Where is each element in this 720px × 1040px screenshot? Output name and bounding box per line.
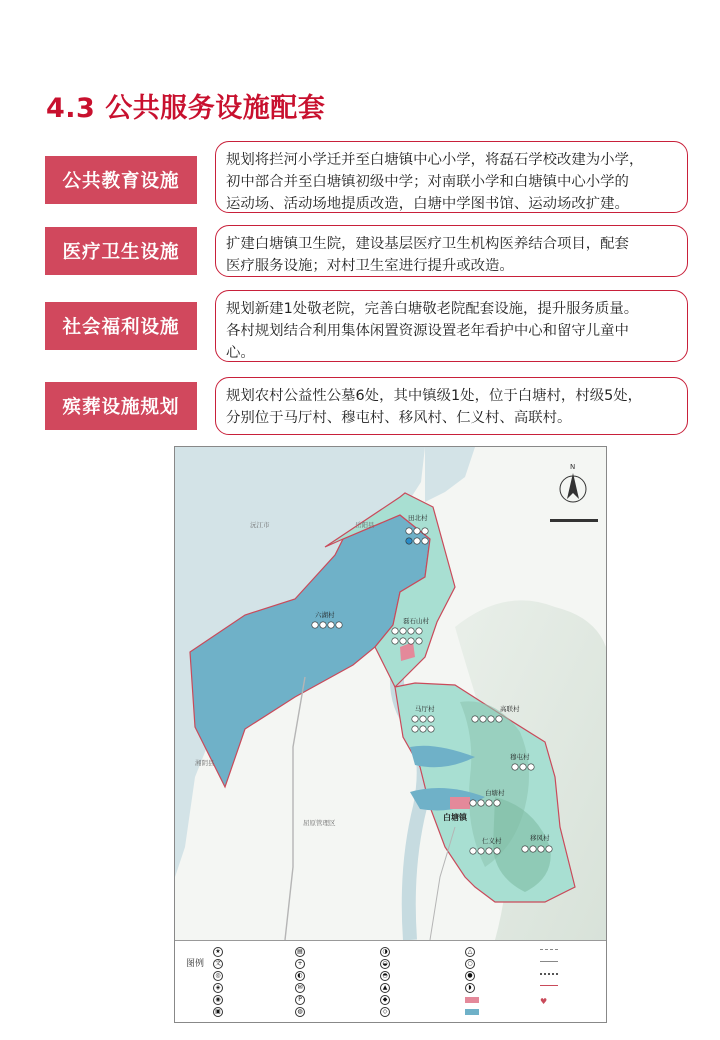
row-welfare bbox=[45, 290, 688, 362]
legend-title: 图例 bbox=[185, 959, 204, 969]
text-welfare bbox=[215, 290, 688, 362]
text-line: 规划将拦河小学迁并至白塘镇中心小学，将磊石学校改建为小学， bbox=[226, 152, 644, 168]
north-label: N bbox=[570, 463, 576, 471]
text-line: 医疗服务设施；对村卫生室进行提升或改造。 bbox=[226, 258, 514, 274]
legend-cemetery-icon: ▲ bbox=[380, 983, 390, 993]
place-yueyang: 岳阳县 bbox=[355, 521, 375, 529]
place-baitang-town: 白塘镇 bbox=[443, 813, 467, 822]
legend-fire-icon: ◗ bbox=[465, 983, 475, 993]
row-education bbox=[45, 141, 688, 213]
legend-elder-icon: ◑ bbox=[380, 947, 390, 957]
place-leishishan: 磊石山村 bbox=[403, 617, 429, 625]
place-management: 屈原管理区 bbox=[303, 819, 336, 827]
row-medical bbox=[45, 225, 688, 277]
text-line: 初中部合并至白塘镇初级中学；对南联小学和白塘镇中心小学的 bbox=[226, 174, 629, 190]
place-yifeng: 移风村 bbox=[530, 834, 550, 842]
legend-toilet-icon: ◍ bbox=[295, 1007, 305, 1017]
legend-post-icon: ✉ bbox=[295, 983, 305, 993]
label-funeral: 殡葬设施规划 bbox=[45, 382, 197, 430]
map-legend bbox=[175, 940, 606, 1023]
scale-bar bbox=[550, 519, 598, 522]
text-education bbox=[215, 141, 688, 213]
legend-road-line bbox=[540, 961, 558, 962]
legend-market-icon: ◐ bbox=[295, 971, 305, 981]
legend-water-swatch bbox=[465, 1009, 479, 1015]
legend-clinic-icon: ◉ bbox=[213, 995, 223, 1005]
place-yuanjiang: 沅江市 bbox=[250, 521, 270, 529]
legend-boundary-line bbox=[540, 949, 558, 950]
section-title: 4.3 公共服务设施配套 bbox=[46, 93, 326, 124]
label-welfare: 社会福利设施 bbox=[45, 302, 197, 350]
legend-rail-line bbox=[540, 973, 558, 975]
place-xiangyin: 湘阴县 bbox=[195, 759, 215, 767]
text-line: 规划新建1处敬老院，完善白塘敬老院配套设施，提升服务质量。 bbox=[226, 301, 639, 317]
legend-child-icon: ◒ bbox=[380, 959, 390, 969]
legend-heart-icon: ♥ bbox=[540, 997, 548, 1006]
place-mating: 马厅村 bbox=[415, 705, 435, 713]
legend-hospital-icon: + bbox=[295, 959, 305, 969]
place-liuhu: 六湖村 bbox=[315, 611, 335, 619]
text-funeral bbox=[215, 377, 688, 435]
legend-gas-icon: ○ bbox=[465, 959, 475, 969]
legend-sport-icon: ◎ bbox=[213, 971, 223, 981]
text-line: 规划农村公益性公墓6处，其中镇级1处，位于白塘村，村级5处， bbox=[226, 388, 643, 404]
place-renyi: 仁义村 bbox=[482, 837, 502, 845]
text-line: 各村规划结合利用集体闲置资源设置老年看护中心和留守儿童中 bbox=[226, 323, 629, 339]
text-line: 分别位于马厅村、穆屯村、移风村、仁义村、高联村。 bbox=[226, 410, 572, 426]
town-built-area bbox=[450, 797, 470, 809]
legend-parking-icon: P bbox=[295, 995, 305, 1005]
text-medical bbox=[215, 225, 688, 277]
row-funeral bbox=[45, 377, 688, 435]
map-canvas bbox=[175, 447, 606, 940]
legend-zone-line bbox=[540, 985, 558, 986]
legend-care-icon: ◈ bbox=[213, 983, 223, 993]
legend-built-swatch bbox=[465, 997, 479, 1003]
legend-waste-icon: ◆ bbox=[380, 995, 390, 1005]
legend-library-icon: ▤ bbox=[295, 947, 305, 957]
legend-culture-icon: ◓ bbox=[380, 971, 390, 981]
text-line: 运动场、活动场地提质改造，白塘中学图书馆、运动场改扩建。 bbox=[226, 196, 629, 212]
legend-power-icon: △ bbox=[465, 947, 475, 957]
place-tianbei: 田北村 bbox=[408, 514, 428, 522]
legend-water-icon: ◇ bbox=[380, 1007, 390, 1017]
label-education: 公共教育设施 bbox=[45, 156, 197, 204]
text-line: 心。 bbox=[226, 345, 255, 361]
place-gaolian: 高联村 bbox=[500, 705, 520, 713]
place-mutun: 穆屯村 bbox=[510, 753, 530, 761]
label-medical: 医疗卫生设施 bbox=[45, 227, 197, 275]
planning-map bbox=[174, 446, 607, 1023]
place-baitang-village: 白塘村 bbox=[485, 789, 505, 797]
legend-star-icon: ★ bbox=[213, 947, 223, 957]
legend-telecom-icon: ● bbox=[465, 971, 475, 981]
legend-office-icon: ▣ bbox=[213, 1007, 223, 1017]
text-line: 扩建白塘镇卫生院，建设基层医疗卫生机构医养结合项目，配套 bbox=[226, 236, 629, 252]
legend-school-icon: 文 bbox=[214, 960, 221, 967]
